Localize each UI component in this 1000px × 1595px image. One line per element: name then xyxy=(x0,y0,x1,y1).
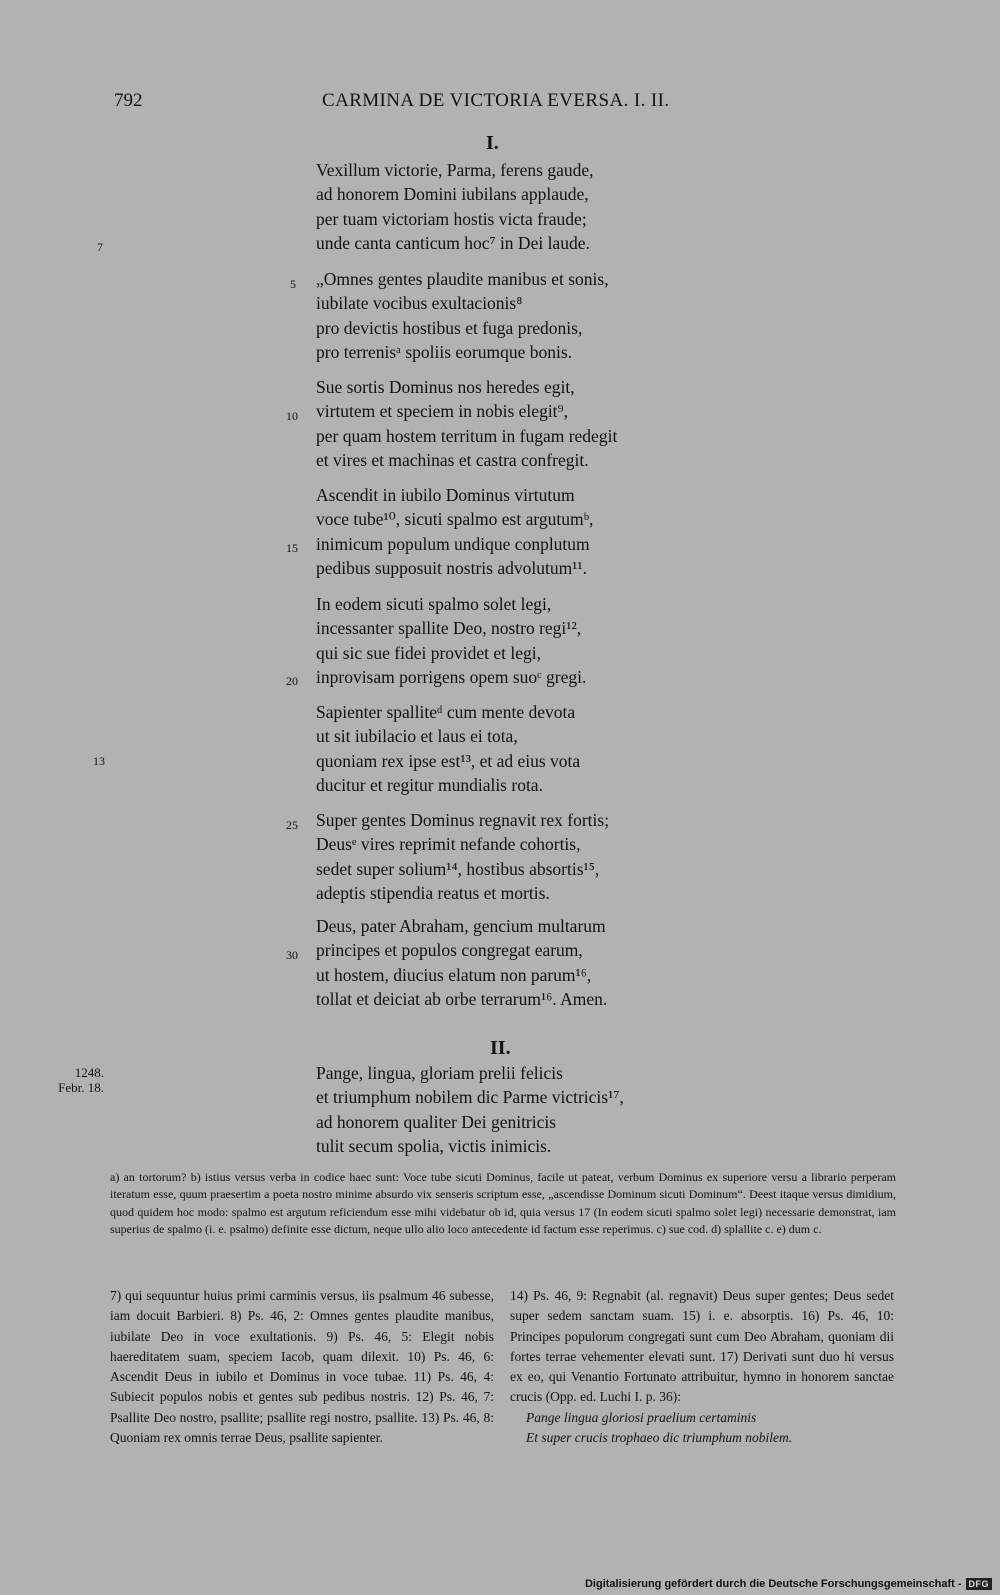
line-number: 5 xyxy=(290,277,296,291)
verse-line: ducitur et regitur mundialis rota. xyxy=(316,775,543,796)
line-number: 15 xyxy=(286,541,298,555)
verse-line: tollat et deiciat ab orbe terrarum¹⁶. Amen. xyxy=(316,989,608,1010)
verse-line: Pange, lingua, gloriam prelii felicis xyxy=(316,1063,563,1083)
verse-line: In eodem sicuti spalmo solet legi, xyxy=(316,594,552,614)
stanza xyxy=(316,483,593,581)
stanza xyxy=(316,158,593,256)
verse-line: incessanter spallite Deo, nostro regi¹², xyxy=(316,618,582,639)
quoted-verse: Pange lingua gloriosi praelium certaminis xyxy=(526,1409,757,1425)
verse-line: ut hostem, diucius elatum non parum¹⁶, xyxy=(316,964,592,985)
date-day: Febr. 18. xyxy=(58,1080,104,1095)
verse-line: et triumphum nobilem dic Parme victricis¹⁷, xyxy=(316,1087,624,1108)
footer-text: Digitalisierung gefördert durch die Deutsche Forschungsgemeinschaft - xyxy=(584,1578,962,1590)
verse-line: qui sic sue fidei providet et legi, xyxy=(316,642,542,663)
verse-line: Super gentes Dominus regnavit rex fortis; xyxy=(316,810,610,830)
verse-line: voce tube¹⁰, sicuti spalmo est argutumᵇ, xyxy=(316,509,594,530)
page-number: 792 xyxy=(114,90,143,111)
verse-line: Ascendit in iubilo Dominus virtutum xyxy=(316,485,575,505)
stanza xyxy=(316,375,617,473)
verse-line: sedet super solium¹⁴, hostibus absortis¹⁵, xyxy=(316,858,600,879)
line-number: 30 xyxy=(286,948,298,962)
line-number: 20 xyxy=(286,674,298,688)
margin-note: 13 xyxy=(93,754,105,768)
section-numeral: II. xyxy=(490,1037,511,1059)
verse-line: virtutem et speciem in nobis elegit⁹, xyxy=(316,401,569,422)
verse-line: per tuam victoriam hostis victa fraude; xyxy=(316,208,587,229)
verse-line: ut sit iubilacio et laus ei tota, xyxy=(316,726,518,747)
verse-line: Sapienter spalliteᵈ cum mente devota xyxy=(316,702,576,722)
date-year: 1248. xyxy=(74,1065,104,1080)
footnotes-right xyxy=(510,1286,894,1448)
footnote-text: 14) Ps. 46, 9: Regnabit (al. regnavit) Deus super gentes; Deus sedet super sedem sanctam suam. 15) i. e. absorptis. 16) Ps. 46, 10: Principes populorum congregati sunt cum Deo Abraham, quoniam dii fortes terrae vehementer elevati sunt. 17) Derivati sunt duo hi versus ex eo, qui Venantio Fortunato attribuitur, hymno in honorem sanctae crucis (Opp. ed. Luchi I. p. 36): xyxy=(510,1288,894,1405)
stanza xyxy=(316,1061,624,1159)
line-number: 10 xyxy=(286,409,298,423)
verse-line: adeptis stipendia reatus et mortis. xyxy=(316,883,550,904)
running-head: CARMINA DE VICTORIA EVERSA. I. II. xyxy=(322,90,670,111)
verse-line: pro terrenisᵃ spoliis eorumque bonis. xyxy=(316,342,573,363)
verse-line: Sue sortis Dominus nos heredes egit, xyxy=(316,377,575,397)
verse-line: Vexillum victorie, Parma, ferens gaude, xyxy=(316,160,594,180)
verse-line: quoniam rex ipse est¹³, et ad eius vota xyxy=(316,750,581,771)
verse-line: inprovisam porrigens opem suoᶜ gregi. xyxy=(316,667,587,688)
stanza xyxy=(316,267,609,365)
verse-line: ad honorem Domini iubilans applaude, xyxy=(316,184,589,205)
verse-line: tulit secum spolia, victis inimicis. xyxy=(316,1136,552,1157)
stanza xyxy=(316,592,586,690)
margin-note: 7 xyxy=(97,240,103,254)
verse-line: principes et populos congregat earum, xyxy=(316,940,583,961)
verse-line: Deusᵉ vires reprimit nefande cohortis, xyxy=(316,834,581,855)
verse-line: inimicum populum undique conplutum xyxy=(316,533,590,554)
quoted-verse: Et super crucis trophaeo dic triumphum nobilem. xyxy=(526,1430,793,1446)
verse-line: Deus, pater Abraham, gencium multarum xyxy=(316,916,606,936)
stanza xyxy=(316,914,607,1012)
section-numeral: I. xyxy=(486,132,499,154)
verse-line: „Omnes gentes plaudite manibus et sonis, xyxy=(316,269,609,289)
footer-credit xyxy=(585,1578,992,1590)
stanza xyxy=(316,808,609,906)
verse-line: pro devictis hostibus et fuga predonis, xyxy=(316,317,583,338)
verse-line: et vires et machinas et castra confregit. xyxy=(316,450,589,471)
dfg-logo-icon: DFG xyxy=(966,1578,993,1590)
verse-line: ad honorem qualiter Dei genitricis xyxy=(316,1111,557,1132)
footnotes-left: 7) qui sequuntur huius primi carminis versus, iis psalmum 46 subesse, iam docuit Barbieri. 8) Ps. 46, 2: Omnes gentes plaudite manibus, iubilate Deo in voce exultationis. 9) Ps. 46, 5: Elegit nobis haereditatem suam, speciem Iacob, quam dilexit. 10) Ps. 46, 6: Ascendit Deus in iubilo et Dominus in voce tubae. 11) Ps. 46, 4: Subiecit populos nobis et gentes sub pedibus nostris. 12) Ps. 46, 7: Psallite Deo nostro, psallite; psallite regi nostro, psallite. 13) Ps. 46, 8: Quoniam rex omnis terrae Deus, psallite sapienter. xyxy=(110,1288,494,1446)
verse-line: pedibus supposuit nostris advolutum¹¹. xyxy=(316,558,588,579)
verse-line: iubilate vocibus exultacionis⁸ xyxy=(316,293,523,314)
textual-apparatus: a) an tortorum? b) istius versus verba in codice haec sunt: Voce tube sicuti Dominus, facile ut pateat, verbum Dominus ex superiore versu a librario perperam iteratum esse, quum praesertim a poeta nostro minime absurdo vix senseris scriptum esse, „ascendisse Dominum sicuti Dominum“. Deest itaque versus dimidium, quod quidem hoc modo: spalmo est argutum reficiendum esse mihi videbatur ob id, quia versus 17 (In eodem sicuti spalmo solet legi) necessarie demonstrat, iam superius de spalmo (i. e. psalmo) definite esse dictum, neque ullo alio loco antecedente id factum esse reperimus. c) sue cod. d) splallite c. e) dum c. xyxy=(110,1170,896,1236)
verse-line: unde canta canticum hoc⁷ in Dei laude. xyxy=(316,233,590,254)
stanza xyxy=(316,700,580,798)
date-note xyxy=(40,1065,104,1095)
line-number: 25 xyxy=(286,818,298,832)
verse-line: per quam hostem territum in fugam redegit xyxy=(316,425,618,446)
